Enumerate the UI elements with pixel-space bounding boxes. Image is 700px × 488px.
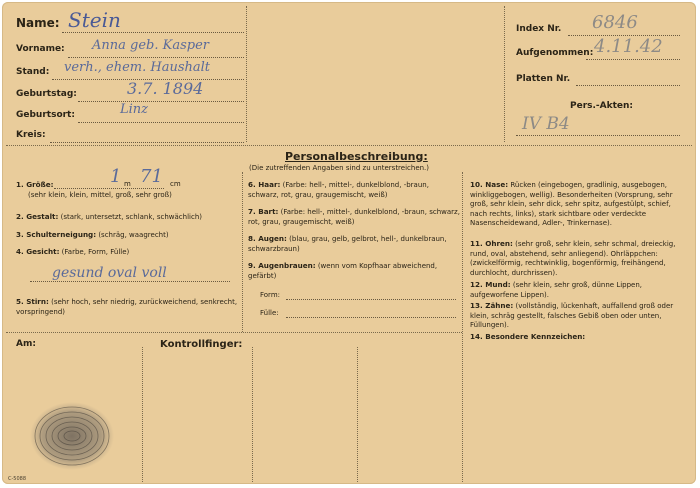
bart-section [248, 207, 460, 227]
form-line [286, 299, 456, 300]
aufgenommen-label: Aufgenommen: [516, 48, 594, 58]
geburtsort-value: Linz [120, 102, 149, 117]
haar-section [248, 180, 460, 200]
gesicht-options: (Farbe, Form, Fülle) [61, 248, 130, 256]
gestalt-options: (stark, untersetzt, schlank, schwächlich) [60, 213, 203, 221]
nase-section [470, 180, 678, 229]
stirn-label: 5. Stirn: [16, 297, 49, 306]
aufgenommen-line [586, 59, 680, 60]
gesicht-value: gesund oval voll [52, 265, 167, 281]
fuelle-label: Fülle: [260, 309, 279, 317]
gesicht-section [16, 247, 129, 258]
pers-akten-line [516, 135, 680, 136]
finger-divider-1 [142, 347, 143, 482]
platten-label: Platten Nr. [516, 74, 571, 84]
form-label: Form: [260, 291, 280, 299]
schulter-section [16, 230, 169, 241]
vorname-label: Vorname: [16, 44, 65, 54]
stirn-section [16, 297, 238, 317]
groesse-line [54, 188, 164, 189]
haar-options: (Farbe: hell-, mittel-, dunkelblond, -braun, schwarz, rot, grau, graugemischt, weiß) [248, 181, 429, 199]
groesse-label: 1. Größe: [16, 180, 54, 189]
kontrollfinger-label: Kontrollfinger: [160, 339, 243, 350]
geburtstag-value: 3.7. 1894 [127, 79, 204, 98]
schulter-label: 3. Schulterneigung: [16, 230, 97, 239]
vorname-value: Anna geb. Kasper [92, 38, 209, 53]
kreis-label: Kreis: [16, 130, 46, 140]
header-separator [6, 145, 692, 146]
kennzeichen-label: 14. Besondere Kennzeichen: [470, 332, 586, 341]
name-value: Stein [68, 8, 121, 32]
fuelle-line [286, 317, 456, 318]
stirn-options: (sehr hoch, sehr niedrig, zurückweichend, senkrecht, vorspringend) [16, 298, 238, 316]
col-divider-1 [242, 172, 243, 332]
finger-divider-2 [252, 347, 253, 482]
groesse-m-value: 1 [110, 166, 122, 187]
platten-line [576, 85, 680, 86]
gesicht-label: 4. Gesicht: [16, 247, 60, 256]
kreis-line [50, 142, 244, 143]
geburtstag-label: Geburtstag: [16, 89, 77, 99]
zaehne-options: (vollständig, lückenhaft, auffallend groß oder klein, schräg gestellt, falsches Gebiß oben oder unten, Füllungen). [470, 302, 674, 329]
pers-akten-value: IV B4 [522, 114, 570, 134]
brauen-label: 9. Augenbrauen: [248, 261, 316, 270]
pers-akten-label: Pers.-Akten: [570, 101, 634, 111]
finger-divider-3 [357, 347, 358, 482]
groesse-cm-unit: cm [170, 180, 181, 188]
groesse-m-unit: m [124, 180, 131, 188]
name-label: Name: [16, 16, 60, 30]
ohren-options: (sehr groß, sehr klein, sehr schmal, dreieckig, rund, oval, abstehend, sehr anliegend). Ohrläppchen: (zwickelförmig, rechtwinklig, bogenförmig, freihängend, durchlocht, durchrissen). [470, 240, 676, 277]
geburtsort-label: Geburtsort: [16, 110, 75, 120]
gestalt-section [16, 212, 202, 223]
personal-title: Personalbeschreibung: [285, 150, 428, 163]
zaehne-label: 13. Zähne: [470, 301, 514, 310]
registration-card [2, 2, 696, 484]
form-code: C-5088 [8, 476, 27, 482]
brauen-section [248, 261, 460, 281]
top-divider-left [246, 6, 247, 142]
schulter-options: (schräg, waagrecht) [98, 231, 169, 239]
mund-section [470, 280, 678, 300]
ohren-label: 11. Ohren: [470, 239, 513, 248]
vorname-line [68, 57, 244, 58]
ohren-section [470, 239, 678, 278]
col-divider-2 [462, 172, 463, 482]
geburtsort-line [78, 122, 244, 123]
bart-options: (Farbe: hell-, mittel-, dunkelblond, -braun, schwarz, rot, grau, graugemischt, weiß) [248, 208, 460, 226]
augen-label: 8. Augen: [248, 234, 287, 243]
bottom-separator [6, 332, 462, 333]
kennzeichen-section [470, 332, 585, 343]
haar-label: 6. Haar: [248, 180, 281, 189]
nase-options: Rücken (eingebogen, gradlinig, ausgebogen, winkliggebogen, wellig). Besonderheiten (Vorsprung, sehr groß, sehr klein, sehr dick, sehr spitz, aufgestülpt, schief, nach rechts, links), stark sichtbare oder verdeckte Nasenscheidewand, Adler-, Trinkernase). [470, 181, 673, 227]
gesicht-line [30, 281, 230, 282]
top-divider-right [504, 6, 505, 142]
stand-value: verh., ehem. Haushalt [64, 60, 211, 75]
am-label: Am: [16, 339, 36, 349]
nase-label: 10. Nase: [470, 180, 509, 189]
name-line [62, 32, 244, 33]
groesse-cm-value: 71 [140, 166, 163, 187]
mund-options: (sehr klein, sehr groß, dünne Lippen, aufgeworfene Lippen). [470, 281, 643, 299]
fingerprint-image [26, 396, 116, 474]
zaehne-section [470, 301, 678, 331]
bart-label: 7. Bart: [248, 207, 279, 216]
geburtstag-line [78, 101, 244, 102]
index-value: 6846 [592, 12, 638, 33]
augen-options: (blau, grau, gelb, gelbrot, hell-, dunkelbraun, schwarzbraun) [248, 235, 447, 253]
augen-section [248, 234, 460, 254]
stand-label: Stand: [16, 67, 50, 77]
personal-instruction: (Die zutreffenden Angaben sind zu unterstreichen.) [249, 164, 430, 172]
aufgenommen-value: 4.11.42 [594, 36, 663, 57]
gestalt-label: 2. Gestalt: [16, 212, 59, 221]
mund-label: 12. Mund: [470, 280, 511, 289]
groesse-options: (sehr klein, klein, mittel, groß, sehr groß) [28, 191, 172, 199]
brauen-options: (wenn vom Kopfhaar abweichend, gefärbt) [248, 262, 438, 280]
index-label: Index Nr. [516, 24, 562, 34]
